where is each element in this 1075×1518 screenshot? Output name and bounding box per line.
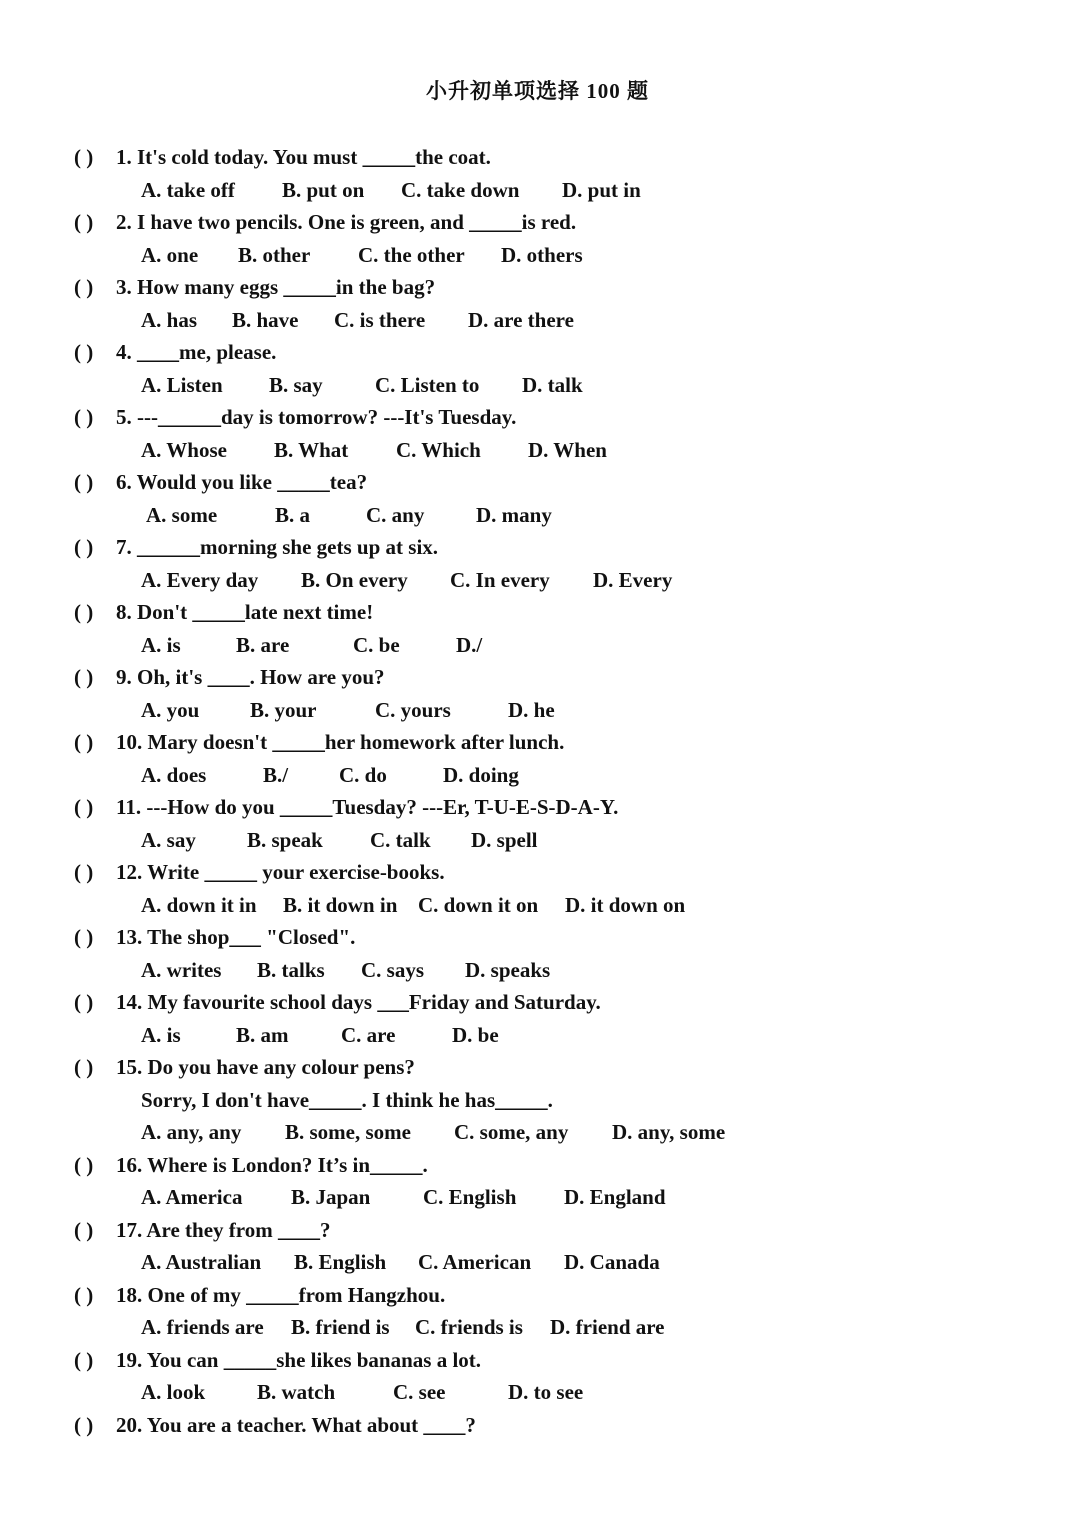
option-d: D. spell: [471, 828, 538, 852]
answer-blank[interactable]: ( ): [74, 1153, 94, 1177]
option-c: C. is there: [334, 308, 426, 332]
option-c: C. the other: [358, 243, 465, 267]
question-16: [74, 1150, 1034, 1180]
question-stem: 16. Where is London? It’s in_____.: [116, 1153, 428, 1177]
question-10: [74, 727, 1034, 757]
option-c: C. Listen to: [375, 373, 480, 397]
option-c: C. do: [339, 763, 387, 787]
option-d: D. doing: [443, 763, 519, 787]
question-stem: 20. You are a teacher. What about ____?: [116, 1413, 476, 1437]
question-12: [74, 857, 1034, 887]
option-b: B. speak: [247, 828, 323, 852]
option-d: D. put in: [562, 178, 641, 202]
answer-blank[interactable]: ( ): [74, 1218, 94, 1242]
option-c: C. see: [393, 1380, 446, 1404]
option-b: B. other: [238, 243, 311, 267]
option-c: C. any: [366, 503, 425, 527]
question-stem: 9. Oh, it's ____. How are you?: [116, 665, 385, 689]
option-d: D. friend are: [550, 1315, 665, 1339]
option-c: C. down it on: [418, 893, 539, 917]
option-b: B. What: [274, 438, 349, 462]
question-11: [74, 792, 1034, 822]
option-a: A. Australian: [141, 1250, 262, 1274]
question-stem: 8. Don't _____late next time!: [116, 600, 374, 624]
option-a: A. Whose: [141, 438, 227, 462]
option-b: B. a: [275, 503, 311, 527]
question-stem: 13. The shop___ "Closed".: [116, 925, 356, 949]
option-c: C. English: [423, 1185, 517, 1209]
option-c: C. talk: [370, 828, 431, 852]
answer-blank[interactable]: ( ): [74, 275, 94, 299]
answer-blank[interactable]: ( ): [74, 665, 94, 689]
option-d: D. Canada: [564, 1250, 660, 1274]
option-d: D. England: [564, 1185, 666, 1209]
option-d: D. he: [508, 698, 555, 722]
answer-blank[interactable]: ( ): [74, 795, 94, 819]
option-b: B. are: [236, 633, 290, 657]
question-8: [74, 597, 1034, 627]
question-5: [74, 402, 1034, 432]
answer-blank[interactable]: ( ): [74, 1413, 94, 1437]
option-a: A. writes: [141, 958, 222, 982]
question-18: [74, 1280, 1034, 1310]
answer-blank[interactable]: ( ): [74, 535, 94, 559]
question-19: [74, 1345, 1034, 1375]
option-c: C. some, any: [454, 1120, 569, 1144]
option-b: B. put on: [282, 178, 365, 202]
answer-blank[interactable]: ( ): [74, 925, 94, 949]
option-b: B. it down in: [283, 893, 398, 917]
answer-blank[interactable]: ( ): [74, 405, 94, 429]
option-a: A. take off: [141, 178, 235, 202]
option-d: D. Every: [593, 568, 673, 592]
question-15: [74, 1052, 1034, 1082]
option-a: A. Every day: [141, 568, 259, 592]
option-d: D. are there: [468, 308, 574, 332]
option-a: A. one: [141, 243, 199, 267]
question-17: [74, 1215, 1034, 1245]
option-b: B./: [263, 763, 289, 787]
question-2: [74, 207, 1034, 237]
option-a: A. friends are: [141, 1315, 264, 1339]
option-a: A. is: [141, 1023, 181, 1047]
option-a: A. say: [141, 828, 196, 852]
question-stem: 5. ---______day is tomorrow? ---It's Tuesday.: [116, 405, 517, 429]
question-stem: 7. ______morning she gets up at six.: [116, 535, 439, 559]
answer-blank[interactable]: ( ): [74, 470, 94, 494]
option-d: D. speaks: [465, 958, 551, 982]
answer-blank[interactable]: ( ): [74, 1348, 94, 1372]
option-a: A. has: [141, 308, 198, 332]
question-stem: 18. One of my _____from Hangzhou.: [116, 1283, 446, 1307]
question-stem: 14. My favourite school days ___Friday and Saturday.: [116, 990, 601, 1014]
question-9: [74, 662, 1034, 692]
question-stem: 19. You can _____she likes bananas a lot.: [116, 1348, 482, 1372]
option-b: B. say: [269, 373, 323, 397]
option-c: C. says: [361, 958, 425, 982]
option-c: C. are: [341, 1023, 396, 1047]
option-c: C. yours: [375, 698, 451, 722]
question-stem: 17. Are they from ____?: [116, 1218, 331, 1242]
answer-blank[interactable]: ( ): [74, 730, 94, 754]
answer-blank[interactable]: ( ): [74, 1283, 94, 1307]
question-stem: 4. ____me, please.: [116, 340, 277, 364]
option-a: A. you: [141, 698, 200, 722]
option-d: D. others: [501, 243, 583, 267]
option-b: B. your: [250, 698, 317, 722]
option-a: A. is: [141, 633, 181, 657]
question-20: [74, 1410, 1034, 1440]
question-4: [74, 337, 1034, 367]
question-7: [74, 532, 1034, 562]
option-d: D. When: [528, 438, 607, 462]
option-b: B. some, some: [285, 1120, 411, 1144]
question-stem: 6. Would you like _____tea?: [116, 470, 368, 494]
option-d: D./: [456, 633, 483, 657]
option-a: A. some: [146, 503, 218, 527]
option-a: A. down it in: [141, 893, 257, 917]
option-c: C. American: [418, 1250, 532, 1274]
option-d: D. any, some: [612, 1120, 726, 1144]
page-title: 小升初单项选择 100 题: [426, 79, 649, 103]
option-d: D. be: [452, 1023, 499, 1047]
answer-blank[interactable]: ( ): [74, 340, 94, 364]
option-a: A. any, any: [141, 1120, 242, 1144]
option-c: C. take down: [401, 178, 520, 202]
option-d: D. talk: [522, 373, 583, 397]
question-stem: 10. Mary doesn't _____her homework after lunch.: [116, 730, 565, 754]
option-b: B. English: [294, 1250, 387, 1274]
question-continuation: Sorry, I don't have_____. I think he has_____.: [141, 1088, 553, 1112]
option-a: A. look: [141, 1380, 206, 1404]
question-stem: 15. Do you have any colour pens?: [116, 1055, 415, 1079]
question-stem: 2. I have two pencils. One is green, and _____is red.: [116, 210, 577, 234]
option-d: D. many: [476, 503, 552, 527]
option-a: A. Listen: [141, 373, 223, 397]
option-b: B. watch: [257, 1380, 336, 1404]
option-b: B. On every: [301, 568, 408, 592]
option-d: D. it down on: [565, 893, 686, 917]
answer-blank[interactable]: ( ): [74, 1055, 94, 1079]
option-c: C. Which: [396, 438, 481, 462]
question-stem: 12. Write _____ your exercise-books.: [116, 860, 445, 884]
question-stem: 11. ---How do you _____Tuesday? ---Er, T-U-E-S-D-A-Y.: [116, 795, 619, 819]
answer-blank[interactable]: ( ): [74, 600, 94, 624]
question-stem: 1. It's cold today. You must _____the coat.: [116, 145, 491, 169]
option-b: B. talks: [257, 958, 325, 982]
question-14: [74, 987, 1034, 1017]
answer-blank[interactable]: ( ): [74, 860, 94, 884]
option-b: B. friend is: [291, 1315, 390, 1339]
option-b: B. am: [236, 1023, 289, 1047]
option-b: B. Japan: [291, 1185, 371, 1209]
question-3: [74, 272, 1034, 302]
question-13: [74, 922, 1034, 952]
answer-blank[interactable]: ( ): [74, 990, 94, 1014]
option-b: B. have: [232, 308, 299, 332]
question-6: [74, 467, 1034, 497]
question-1: [74, 142, 1034, 172]
option-c: C. friends is: [415, 1315, 523, 1339]
option-c: C. be: [353, 633, 400, 657]
question-stem: 3. How many eggs _____in the bag?: [116, 275, 436, 299]
answer-blank[interactable]: ( ): [74, 210, 94, 234]
option-a: A. America: [141, 1185, 243, 1209]
option-d: D. to see: [508, 1380, 584, 1404]
option-a: A. does: [141, 763, 207, 787]
answer-blank[interactable]: ( ): [74, 145, 94, 169]
option-c: C. In every: [450, 568, 550, 592]
